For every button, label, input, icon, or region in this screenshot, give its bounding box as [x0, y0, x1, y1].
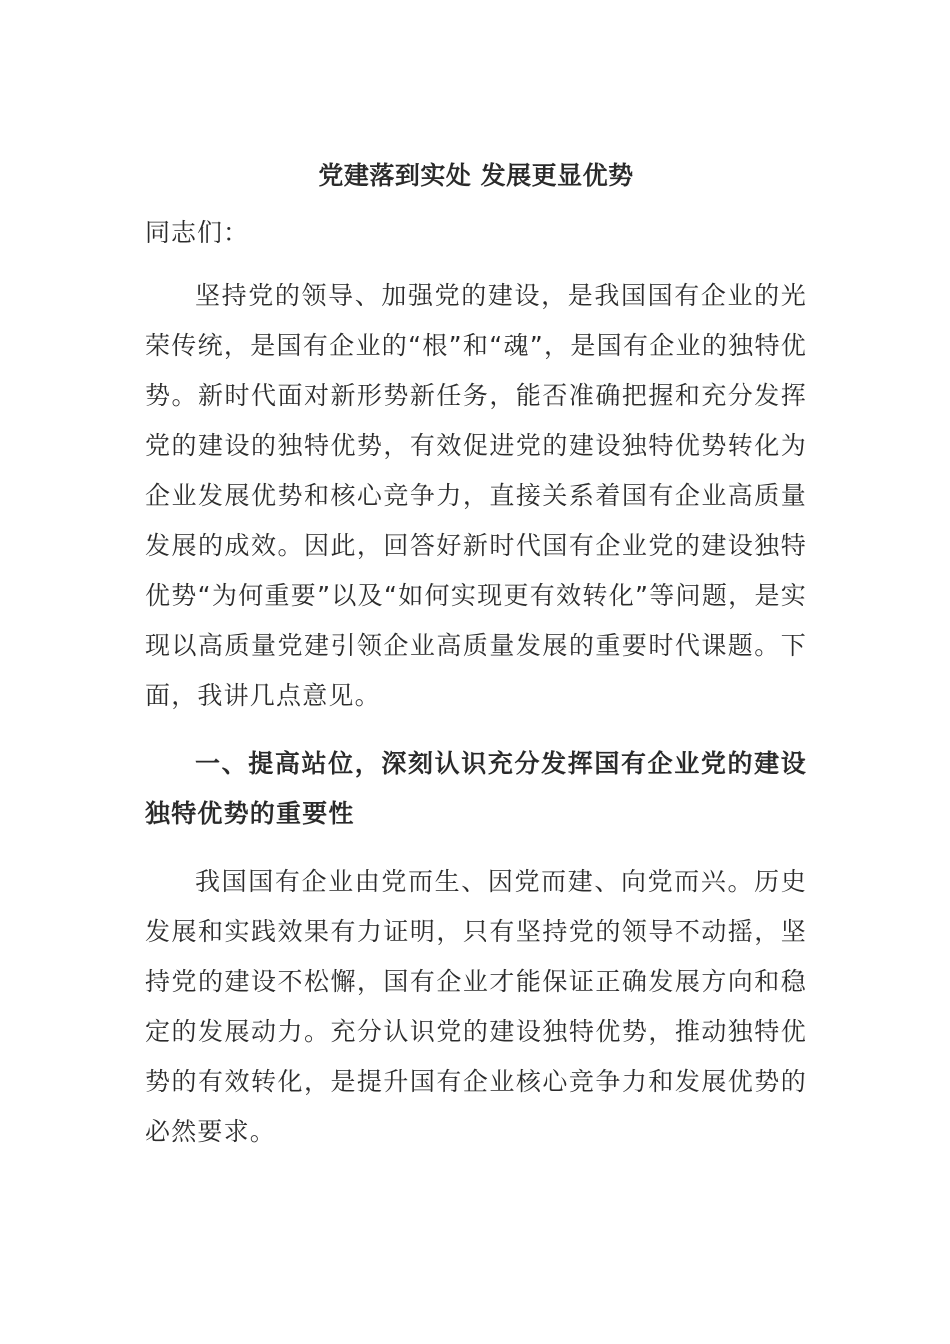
document-body — [145, 155, 807, 1157]
intro-paragraph: 坚持党的领导、加强党的建设，是我国国有企业的光荣传统，是国有企业的“根”和“魂”，是国有企业的独特优势。新时代面对新形势新任务，能否准确把握和充分发挥党的建设的独特优势，有效促进党的建设独特优势转化为企业发展优势和核心竞争力，直接关系着国有企业高质量发展的成效。因此，回答好新时代国有企业党的建设独特优势“为何重要”以及“如何实现更有效转化”等问题，是实现以高质量党建引领企业高质量发展的重要时代课题。下面，我讲几点意见。 — [145, 281, 807, 710]
section-heading: 一、提高站位，深刻认识充分发挥国有企业党的建设独特优势的重要性 — [145, 749, 807, 828]
document-title: 党建落到实处 发展更显优势 — [318, 161, 634, 190]
salutation: 同志们： — [145, 218, 250, 247]
section-paragraph: 我国国有企业由党而生、因党而建、向党而兴。历史发展和实践效果有力证明，只有坚持党的领导不动摇，坚持党的建设不松懈，国有企业才能保证正确发展方向和稳定的发展动力。充分认识党的建设独特优势，推动独特优势的有效转化，是提升国有企业核心竞争力和发展优势的必然要求。 — [145, 867, 807, 1146]
